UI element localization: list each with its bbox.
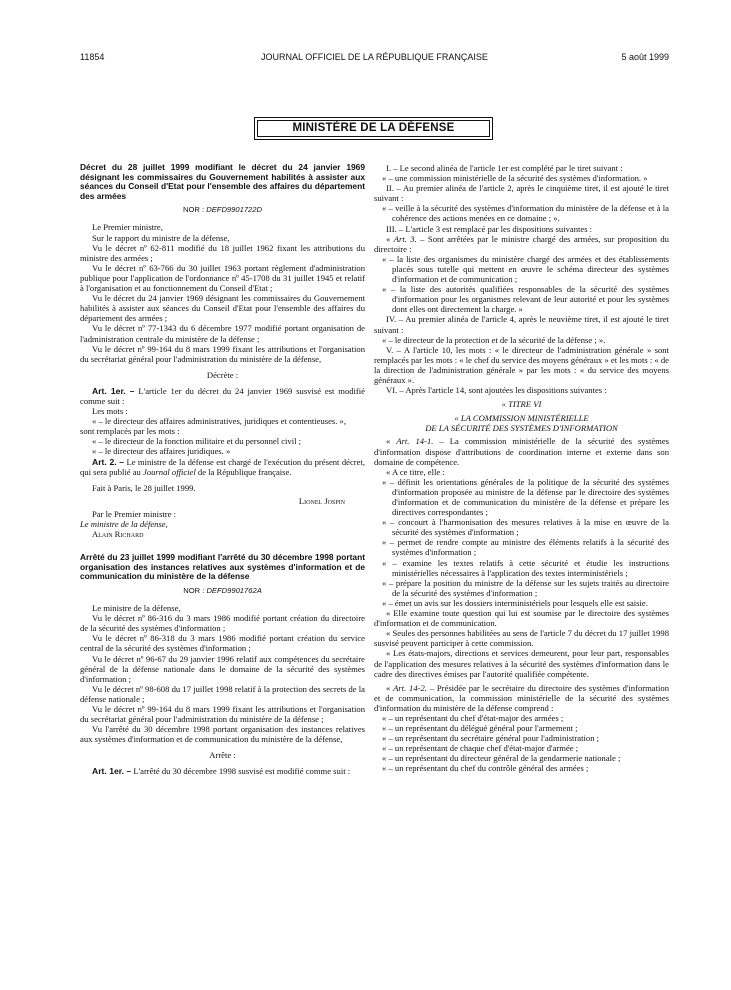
arrete-label: Arrête : bbox=[209, 750, 236, 761]
arrete-paragraph: Vu le décret nº 96-67 du 29 janvier 1996 relatif aux compétences du secrétaire général de la défense nationale dans le domaine de la sécurité des systèmes d'information ; bbox=[80, 653, 365, 684]
right-paragraph: V. – A l'article 10, les mots : « le directeur de l'administration générale » sont remplacés par les mots : « le chef du service des moyens généraux » et les mots : « de la direction de l'administration générale » par les mots : « du service des moyens généraux ». bbox=[374, 344, 669, 385]
decree-paragraph: Les mots : bbox=[92, 406, 128, 417]
right-dash-item: « – un représentant du chef du contrôle général des armées ; bbox=[382, 763, 589, 774]
right-dash-item: « – un représentant de chaque chef d'état-major d'armée ; bbox=[382, 743, 579, 754]
arrete-nor bbox=[80, 586, 365, 596]
arrete-nor-label: NOR : bbox=[183, 585, 205, 595]
article-label: Art. 1er. – bbox=[92, 766, 132, 777]
decree-article-2 bbox=[80, 457, 365, 477]
journal-title: JOURNAL OFFICIEL DE LA RÉPUBLIQUE FRANÇAISE bbox=[261, 52, 488, 62]
decree-paragraph: Vu le décret nº 63-766 du 30 juillet 1963 portant règlement d'administration publique pour l'application de l'ordonnance nº 45-1708 du 31 juillet 1945 et relatif à l'organisation et au fonctionnement du Conseil d'Etat ; bbox=[80, 262, 365, 294]
decree-paragraph: Sur le rapport du ministre de la défense, bbox=[92, 232, 230, 243]
article-text: – Présidée par le secrétaire du directoire des systèmes d'information et de communication, la commission ministérielle de la sécurité des systèmes d'information du ministère de la défense comprend : bbox=[374, 682, 669, 713]
decree-paragraph: « – le directeur de la fonction militaire et du personnel civil ; bbox=[92, 436, 302, 447]
page-number: 11854 bbox=[80, 52, 105, 62]
decree-paragraph: « – le directeur des affaires juridiques. » bbox=[92, 446, 231, 457]
decree-paragraph: Vu le décret nº 77-1343 du 6 décembre 1977 modifié portant organisation de l'administration centrale du ministère de la défense ; bbox=[80, 323, 365, 344]
article-ref: Art. 3. bbox=[393, 233, 417, 244]
decree-paragraph: sont remplacés par les mots : bbox=[80, 426, 180, 437]
section-banner bbox=[254, 117, 493, 140]
decree-nor-code: DEFD9901722D bbox=[206, 205, 262, 215]
decree-fait: Fait à Paris, le 28 juillet 1999. bbox=[92, 482, 196, 493]
decree-decrete: Décrète : bbox=[206, 369, 239, 380]
arrete-paragraph: Vu le décret nº 86-316 du 3 mars 1986 modifié portant création du directoire de la sécurité des systèmes d'information ; bbox=[80, 613, 365, 634]
decree-article-1 bbox=[80, 386, 365, 406]
arrete-paragraph: Vu le décret nº 99-164 du 8 mars 1999 fixant les attributions et l'organisation du secrétariat général pour l'administration du ministère de la défense ; bbox=[80, 704, 365, 725]
decree-paragraph: « – le directeur des affaires administratives, juridiques et contentieuses. », bbox=[92, 416, 346, 427]
decree-paragraph: Vu le décret nº 99-164 du 8 mars 1999 fixant les attributions et l'organisation du secrétariat général pour l'administration du ministère de la défense, bbox=[80, 343, 365, 364]
right-dash-item: « – permet de rendre compte au ministre des éléments relatifs à la sécurité des systèmes d'information ; bbox=[382, 537, 669, 558]
right-paragraph: VI. – Après l'article 14, sont ajoutées les dispositions suivantes : bbox=[386, 385, 607, 396]
right-dash-item: « – une commission ministérielle de la sécurité des systèmes d'information. » bbox=[382, 173, 648, 184]
decree-paragraph: Vu le décret du 24 janvier 1969 désignant les commissaires du Gouvernement habilités à assister aux séances du Conseil d'Etat pour l'ensemble des affaires du département des armées ; bbox=[80, 293, 365, 324]
right-paragraph: I. – Le second alinéa de l'article 1er est complété par le tiret suivant : bbox=[386, 163, 623, 173]
right-paragraph: « A ce titre, elle : bbox=[386, 466, 445, 477]
decree-minister-label: Le ministre de la défense, bbox=[80, 519, 168, 529]
right-dash-item: « – un représentant du secrétaire général pour l'administration ; bbox=[382, 733, 600, 744]
titre-subheading: « LA COMMISSION MINISTÉRIELLE bbox=[454, 413, 589, 424]
right-dash-item: « – veille à la sécurité des systèmes d'information du ministère de la défense et à la cohérence des actions menées en ce domaine ; ». bbox=[382, 203, 669, 224]
right-dash-item: « – un représentant du directeur général de la gendarmerie nationale ; bbox=[382, 753, 621, 764]
article-text: – La commission ministérielle de la sécurité des systèmes d'information dispose d'attributions de coordination interne et externe dans son domaine de compétence. bbox=[374, 436, 669, 467]
right-paragraph: II. – Au premier alinéa de l'article 2, après le cinquième tiret, il est ajouté le tiret suivant : bbox=[374, 183, 669, 204]
right-article-3 bbox=[374, 234, 669, 254]
decree-par: Par le Premier ministre : bbox=[92, 508, 177, 519]
arrete-paragraph: Vu le décret nº 98-608 du 17 juillet 1998 relatif à la protection des secrets de la défense nationale ; bbox=[80, 683, 365, 704]
right-paragraph: « Les états-majors, directions et services demeurent, pour leur part, responsables de l'application des mesures relatives à la sécurité des systèmes d'information dans le cadre des directives émises par l'autorité qualifiée compétente. bbox=[374, 648, 669, 679]
right-paragraph: « Seules des personnes habilitées au sens de l'article 7 du décret du 17 juillet 1998 susvisé peuvent participer à cette commission. bbox=[374, 628, 669, 649]
decree-title: Décret du 28 juillet 1999 modifiant le décret du 24 janvier 1969 désignant les commissaires du Gouvernement habilités à assister aux séances du Conseil d'Etat pour l'ensemble des affaires du département des armées bbox=[80, 162, 365, 201]
arrete-paragraph: Vu le décret nº 86-318 du 3 mars 1986 modifié portant création du service central de la sécurité des systèmes d'information ; bbox=[80, 633, 365, 654]
article-text: – Sont arrêtées par le ministre chargé des armées, sur proposition du directoire : bbox=[374, 233, 669, 254]
arrete-title: Arrêté du 23 juillet 1999 modifiant l'arrêté du 30 décembre 1998 portant organisation des instances relatives aux systèmes d'information et de communication du ministère de la défense bbox=[80, 552, 365, 582]
right-paragraph: IV. – Au premier alinéa de l'article 4, après le neuvième tiret, il est ajouté le tiret suivant : bbox=[374, 314, 669, 335]
right-dash-item: « – concourt à l'harmonisation des mesures relatives à la mise en œuvre de la sécurité des systèmes d'information ; bbox=[382, 517, 669, 538]
decree-paragraph: Le Premier ministre, bbox=[92, 222, 163, 233]
right-dash-item: « – définit les orientations générales de la politique de la sécurité des systèmes d'information proposée au ministre de la défense par le directoire des systèmes d'information et de communication du ministère de la défense et prépare les directives correspondantes ; bbox=[382, 476, 669, 518]
decree-paragraph: Vu le décret nº 62-811 modifié du 18 juillet 1962 fixant les attributions du ministre des armées ; bbox=[80, 242, 365, 263]
article-text: de la République française. bbox=[195, 466, 292, 477]
arrete-article-1 bbox=[80, 766, 365, 776]
quote-mark: « bbox=[386, 682, 394, 693]
right-article-14-2 bbox=[374, 683, 669, 713]
right-dash-item: « – la liste des autorités qualifiées responsables de la sécurité des systèmes d'information pour les organismes relevant de leur autorité et pour les systèmes dont elles ont directement la charge. » bbox=[382, 284, 669, 315]
right-dash-item: « – émet un avis sur les dossiers interministériels pour lesquels elle est saisie. bbox=[382, 597, 648, 608]
article-text: L'arrêté du 30 décembre 1998 susvisé est modifié comme suit : bbox=[133, 766, 351, 777]
article-text: Le ministre de la défense est chargé de l'exécution du présent décret, qui sera publié au bbox=[80, 456, 365, 477]
right-paragraph: « Elle examine toute question qui lui est soumise par le directoire des systèmes d'information et de communication. bbox=[374, 608, 669, 629]
right-dash-item: « – le directeur de la protection et de la sécurité de la défense ; ». bbox=[382, 334, 606, 345]
quote-mark: « bbox=[386, 436, 397, 447]
right-dash-item: « – un représentant du chef d'état-major des armées ; bbox=[382, 712, 564, 723]
page-header bbox=[80, 52, 669, 66]
decree-nor-label: NOR : bbox=[183, 205, 205, 215]
right-column bbox=[374, 163, 669, 774]
titre-heading: « TITRE VI bbox=[501, 399, 542, 410]
decree-signatory: Lionel Jospin bbox=[298, 495, 345, 506]
article-label: Art. 2. – bbox=[92, 456, 125, 467]
right-dash-item: « – un représentant du délégué général pour l'armement ; bbox=[382, 723, 578, 734]
arrete-paragraph: Le ministre de la défense, bbox=[92, 603, 181, 614]
right-paragraph: III. – L'article 3 est remplacé par les dispositions suivantes : bbox=[386, 223, 593, 234]
section-title: MINISTÈRE DE LA DÉFENSE bbox=[292, 122, 455, 134]
decree-minister-name: Alain Richard bbox=[92, 529, 144, 540]
left-column bbox=[80, 163, 365, 777]
right-dash-item: « – la liste des organismes du ministère chargé des armées et des établissements placés sous tutelle qui mettent en œuvre le schéma directeur des systèmes d'information et de communication ; bbox=[382, 253, 669, 285]
publication-date: 5 août 1999 bbox=[621, 52, 669, 62]
right-dash-item: « – prépare la position du ministre de la défense sur les sujets traités au directoire de la sécurité des systèmes d'information ; bbox=[382, 577, 669, 598]
article-ref: Art. 14-1. bbox=[396, 436, 434, 447]
arrete-paragraph: Vu l'arrêté du 30 décembre 1998 portant organisation des instances relatives aux systèmes d'information et de communication du ministère de la défense, bbox=[80, 724, 365, 745]
quote-mark: « bbox=[386, 233, 394, 244]
arrete-nor-code: DEFD9901762A bbox=[206, 585, 262, 595]
article-label: Art. 1er. – bbox=[92, 385, 135, 396]
journal-officiel-ref: Journal officiel bbox=[143, 466, 196, 477]
right-article-14-1 bbox=[374, 436, 669, 466]
right-dash-item: « – examine les textes relatifs à cette sécurité et étudie les instructions ministérielles nécessaires à l'application des textes interministériels ; bbox=[382, 557, 669, 578]
titre-subheading: DE LA SÉCURITÉ DES SYSTÈMES D'INFORMATION bbox=[425, 423, 618, 434]
article-text: L'article 1er du décret du 24 janvier 1969 susvisé est modifié comme suit : bbox=[80, 385, 365, 406]
decree-nor bbox=[80, 205, 365, 215]
article-ref: Art. 14-2. bbox=[393, 682, 427, 693]
